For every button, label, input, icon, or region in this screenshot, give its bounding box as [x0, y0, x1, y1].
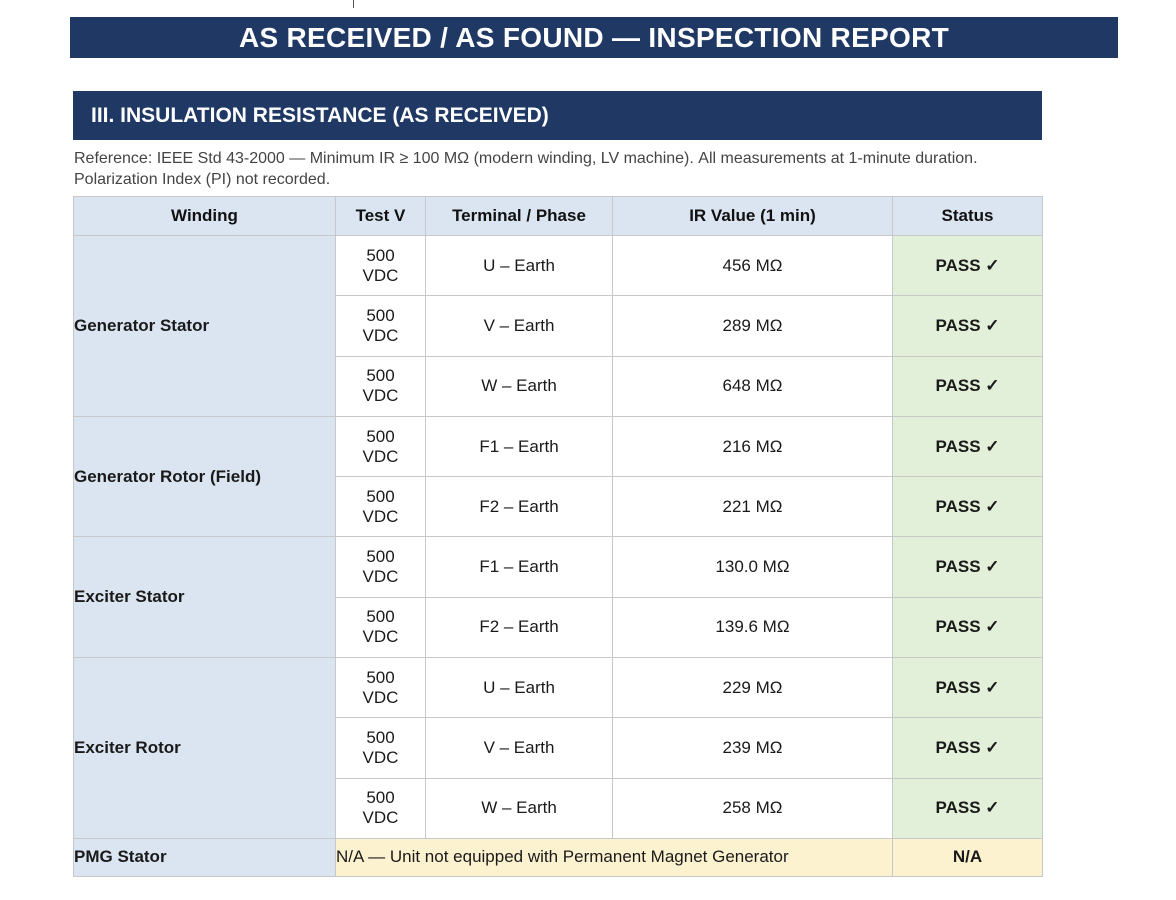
status-cell: PASS ✓	[893, 356, 1043, 416]
pmg-winding-cell: PMG Stator	[74, 838, 336, 876]
page-edge-mark	[353, 0, 354, 8]
header-winding: Winding	[74, 197, 336, 236]
test-voltage-unit: VDC	[362, 325, 399, 345]
status-cell: PASS ✓	[893, 477, 1043, 537]
pmg-status-cell: N/A	[893, 838, 1043, 876]
test-voltage-unit: VDC	[362, 627, 399, 647]
header-terminal-phase: Terminal / Phase	[426, 197, 613, 236]
terminal-cell: V – Earth	[426, 296, 613, 356]
test-voltage-value: 500	[366, 667, 395, 687]
header-status: Status	[893, 197, 1043, 236]
pmg-note-cell: N/A — Unit not equipped with Permanent Magnet Generator	[336, 838, 893, 876]
test-voltage-unit: VDC	[362, 687, 399, 707]
test-voltage-cell	[336, 718, 426, 778]
status-cell: PASS ✓	[893, 236, 1043, 296]
table-row	[74, 416, 1043, 476]
test-voltage-value: 500	[366, 486, 395, 506]
status-cell: PASS ✓	[893, 537, 1043, 597]
test-voltage-cell	[336, 537, 426, 597]
test-voltage-value: 500	[366, 305, 395, 325]
ir-value-cell: 139.6 MΩ	[613, 597, 893, 657]
test-voltage-unit: VDC	[362, 386, 399, 406]
table-header-row	[74, 197, 1043, 236]
terminal-cell: U – Earth	[426, 236, 613, 296]
header-ir-value: IR Value (1 min)	[613, 197, 893, 236]
terminal-cell: W – Earth	[426, 778, 613, 838]
test-voltage-unit: VDC	[362, 808, 399, 828]
test-voltage-value: 500	[366, 426, 395, 446]
test-voltage-value: 500	[366, 788, 395, 808]
terminal-cell: U – Earth	[426, 658, 613, 718]
test-voltage-unit: VDC	[362, 265, 399, 285]
test-voltage-cell	[336, 296, 426, 356]
terminal-cell: W – Earth	[426, 356, 613, 416]
status-cell: PASS ✓	[893, 416, 1043, 476]
table-row	[74, 658, 1043, 718]
test-voltage-cell	[336, 236, 426, 296]
ir-value-cell: 221 MΩ	[613, 477, 893, 537]
terminal-cell: F1 – Earth	[426, 537, 613, 597]
test-voltage-value: 500	[366, 245, 395, 265]
status-cell: PASS ✓	[893, 296, 1043, 356]
report-title-banner: AS RECEIVED / AS FOUND — INSPECTION REPORT	[70, 17, 1118, 58]
ir-value-cell: 239 MΩ	[613, 718, 893, 778]
ir-value-cell: 289 MΩ	[613, 296, 893, 356]
ir-value-cell: 130.0 MΩ	[613, 537, 893, 597]
test-voltage-value: 500	[366, 728, 395, 748]
winding-cell: Generator Stator	[74, 236, 336, 417]
ir-value-cell: 456 MΩ	[613, 236, 893, 296]
terminal-cell: F1 – Earth	[426, 416, 613, 476]
test-voltage-cell	[336, 356, 426, 416]
terminal-cell: F2 – Earth	[426, 597, 613, 657]
status-cell: PASS ✓	[893, 658, 1043, 718]
status-cell: PASS ✓	[893, 718, 1043, 778]
test-voltage-cell	[336, 416, 426, 476]
test-voltage-unit: VDC	[362, 446, 399, 466]
status-cell: PASS ✓	[893, 597, 1043, 657]
winding-cell: Generator Rotor (Field)	[74, 416, 336, 537]
test-voltage-value: 500	[366, 547, 395, 567]
ir-value-cell: 216 MΩ	[613, 416, 893, 476]
status-cell: PASS ✓	[893, 778, 1043, 838]
test-voltage-cell	[336, 658, 426, 718]
ir-value-cell: 229 MΩ	[613, 658, 893, 718]
test-voltage-unit: VDC	[362, 567, 399, 587]
test-voltage-unit: VDC	[362, 506, 399, 526]
test-voltage-cell	[336, 597, 426, 657]
winding-cell: Exciter Stator	[74, 537, 336, 658]
table-row	[74, 537, 1043, 597]
test-voltage-unit: VDC	[362, 748, 399, 768]
test-voltage-value: 500	[366, 607, 395, 627]
terminal-cell: V – Earth	[426, 718, 613, 778]
reference-note: Reference: IEEE Std 43-2000 — Minimum IR ≥ 100 MΩ (modern winding, LV machine). All measurements at 1-minute duration. Polarization Index (PI) not recorded.	[74, 150, 978, 188]
section-heading: III. INSULATION RESISTANCE (AS RECEIVED)	[73, 91, 1042, 140]
ir-value-cell: 648 MΩ	[613, 356, 893, 416]
test-voltage-cell	[336, 477, 426, 537]
terminal-cell: F2 – Earth	[426, 477, 613, 537]
insulation-resistance-table	[73, 196, 1043, 877]
test-voltage-value: 500	[366, 366, 395, 386]
ir-value-cell: 258 MΩ	[613, 778, 893, 838]
winding-cell: Exciter Rotor	[74, 658, 336, 839]
header-test-v: Test V	[336, 197, 426, 236]
test-voltage-cell	[336, 778, 426, 838]
pmg-row	[74, 838, 1043, 876]
table-row	[74, 236, 1043, 296]
